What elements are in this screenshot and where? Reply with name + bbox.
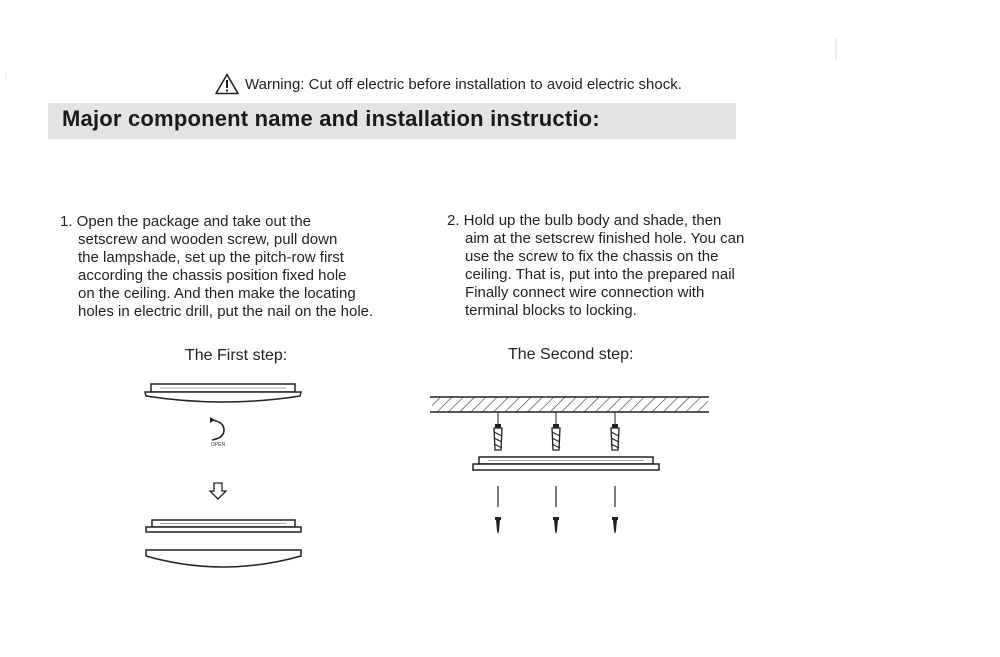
step-2-line: Finally connect wire connection with — [465, 284, 705, 301]
step-1-line: 1. Open the package and take out the — [60, 213, 312, 230]
section-title: Major component name and installation instructio: — [62, 106, 600, 131]
step-1-line: the lampshade, set up the pitch-row first — [78, 249, 344, 266]
warning-text: Warning: Cut off electric before installation to avoid electric shock. — [245, 75, 682, 93]
step-2-line: use the screw to fix the chassis on the — [465, 248, 719, 265]
wall-anchor-icon — [494, 412, 502, 450]
second-step-diagram — [430, 397, 709, 534]
step-2-line: aim at the setscrew finished hole. You can — [465, 230, 745, 247]
step-2-line: 2. Hold up the bulb body and shade, then — [447, 212, 722, 229]
open-label: OPEN — [210, 442, 226, 448]
first-step-diagram — [145, 384, 301, 567]
step-1-line: holes in electric drill, put the nail on the hole. — [78, 303, 374, 320]
down-arrow-icon — [210, 483, 226, 499]
step-1-line: on the ceiling. And then make the locating — [78, 285, 356, 302]
lampshade-illustration — [146, 550, 301, 567]
chassis-illustration — [146, 520, 301, 532]
second-step-heading: The Second step: — [508, 346, 634, 363]
step-2-line: terminal blocks to locking. — [465, 302, 637, 319]
step-1-line: according the chassis position fixed hole — [78, 267, 347, 284]
wall-anchor-icon — [611, 412, 619, 450]
rotate-open-icon — [210, 417, 224, 440]
assembled-lamp-illustration — [145, 384, 301, 402]
alignment-guides — [498, 486, 615, 507]
screw-icon — [553, 517, 559, 534]
wall-anchor-icon — [552, 412, 560, 450]
ceiling-illustration — [430, 397, 709, 412]
step-1-line: setscrew and wooden screw, pull down — [78, 231, 338, 248]
first-step-heading: The First step: — [185, 347, 288, 364]
chassis-plate-illustration — [473, 457, 659, 470]
screw-icon — [495, 517, 501, 534]
screw-icon — [612, 517, 618, 534]
step-2-line: ceiling. That is, put into the prepared nail — [465, 266, 735, 283]
